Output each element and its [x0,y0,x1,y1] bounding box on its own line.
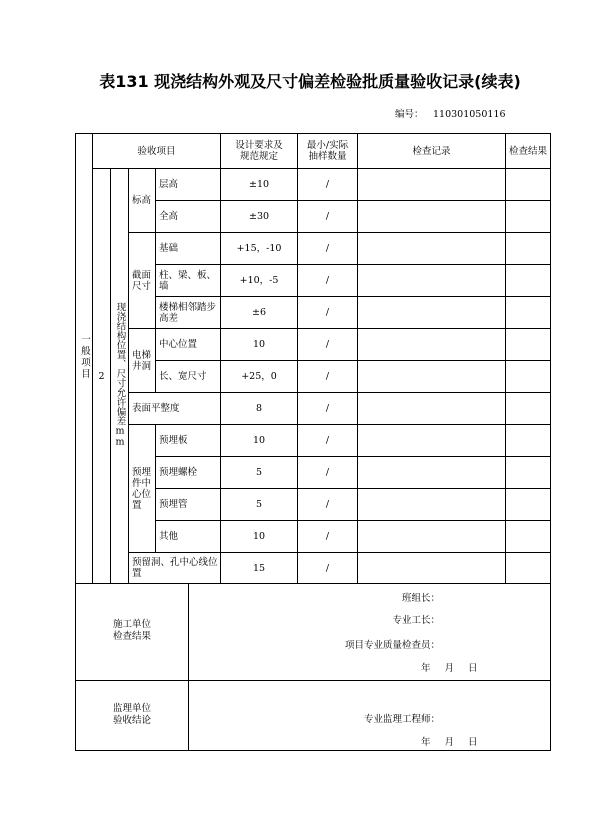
item-cell: 层高 [156,169,221,201]
record-cell [358,201,506,233]
item-cell: 基础 [156,233,221,265]
supervision-label-line1: 监理单位 [112,703,151,714]
construction-label-cell [76,583,189,680]
result-cell [506,329,551,361]
table-row [76,553,551,584]
table-row [76,233,551,265]
item-cell: 其他 [156,521,221,553]
header-sample-line1: 最小/实际 [306,140,349,151]
result-cell [506,297,551,329]
result-cell [506,521,551,553]
subgroup-elevator-shaft: 电梯井洞 [129,329,156,393]
result-cell [506,393,551,425]
spec-cell: 15 [221,553,298,584]
result-cell [506,201,551,233]
spec-cell: 5 [221,457,298,489]
header-spec [221,134,298,169]
foreman-label: 专业工长： [392,615,440,626]
item-cell: 预留洞、孔中心线位置 [129,553,221,584]
record-cell [358,233,506,265]
table-row [76,329,551,361]
result-cell [506,169,551,201]
sample-cell: / [298,425,358,457]
construction-date-label: 年 月 日 [421,663,478,674]
index-cell: 2 [93,169,111,584]
spec-cell: +10，-5 [221,265,298,297]
item-cell: 楼梯相邻踏步高差 [156,297,221,329]
quality-inspector-label: 项目专业质量检查员： [344,640,440,651]
subgroup-embedded-parts: 预埋件中心位置 [129,425,156,553]
item-cell: 预埋管 [156,489,221,521]
spec-cell: +25，0 [221,361,298,393]
supervising-engineer-label: 专业监理工程师： [363,713,440,725]
spec-cell: 10 [221,521,298,553]
item-cell: 表面平整度 [129,393,221,425]
result-cell [506,361,551,393]
result-cell [506,425,551,457]
sample-cell: / [298,489,358,521]
record-cell [358,489,506,521]
supervision-row [76,680,551,750]
supervision-signature-cell [189,680,551,750]
record-cell [358,329,506,361]
sample-cell: / [298,169,358,201]
result-cell [506,265,551,297]
header-spec-line1: 设计要求及 [235,140,283,151]
supervision-label-cell [76,680,189,750]
sample-cell: / [298,329,358,361]
record-cell [358,425,506,457]
signature-table [75,583,551,751]
construction-signature-box [189,583,550,679]
header-spec-line2: 规范规定 [240,151,279,162]
sample-cell: / [298,233,358,265]
category-cell [76,134,93,584]
header-sample-line2: 抽样数量 [308,151,347,162]
item-cell: 中心位置 [156,329,221,361]
record-cell [358,297,506,329]
record-cell [358,457,506,489]
record-cell [358,553,506,584]
inspection-table [75,133,551,584]
sample-cell: / [298,457,358,489]
spec-cell: ±30 [221,201,298,233]
spec-cell: 10 [221,329,298,361]
subgroup-section-size: 截面尺寸 [129,233,156,329]
header-record: 检查记录 [358,134,506,169]
record-cell [358,169,506,201]
team-leader-label: 班组长： [401,593,440,604]
document-title: 表131 现浇结构外观及尺寸偏差检验批质量验收记录(续表) [99,72,521,91]
sample-cell: / [298,521,358,553]
construction-label-line1: 施工单位 [112,619,151,631]
sample-cell: / [298,553,358,584]
subgroup-elevation: 标高 [129,169,156,233]
table-row [76,169,551,201]
group-cell [111,169,129,584]
sample-cell: / [298,265,358,297]
supervision-signature-box [189,681,550,750]
sample-cell: / [298,297,358,329]
category-label: 一般项目 [79,334,90,380]
result-cell [506,553,551,584]
item-cell: 柱、梁、板、墙 [156,265,221,297]
record-cell [358,393,506,425]
result-cell [506,489,551,521]
sample-cell: / [298,393,358,425]
record-cell [358,521,506,553]
item-cell: 预埋板 [156,425,221,457]
sample-cell: / [298,201,358,233]
header-sample [298,134,358,169]
construction-signature-cell [189,583,551,680]
supervision-date-label: 年 月 日 [421,736,478,748]
item-cell: 全高 [156,201,221,233]
code-value: 110301050116 [433,109,506,120]
item-cell: 预埋螺栓 [156,457,221,489]
spec-cell: 10 [221,425,298,457]
spec-cell: +15，-10 [221,233,298,265]
header-result: 检查结果 [506,134,551,169]
header-item: 验收项目 [93,134,221,169]
construction-row [76,583,551,680]
spec-cell: 5 [221,489,298,521]
construction-label-line2: 检查结果 [112,631,151,643]
table-row [76,425,551,457]
record-cell [358,265,506,297]
spec-cell: 8 [221,393,298,425]
spec-cell: ±10 [221,169,298,201]
result-cell [506,233,551,265]
table-header-row [76,134,551,169]
code-label: 编号： [395,109,424,120]
table-row [76,393,551,425]
sample-cell: / [298,361,358,393]
spec-cell: ±6 [221,297,298,329]
item-cell: 长、宽尺寸 [156,361,221,393]
record-cell [358,361,506,393]
result-cell [506,457,551,489]
group-label: 现浇结构位置、尺寸允许偏差mm [114,301,126,448]
supervision-label-line2: 验收结论 [112,715,151,726]
